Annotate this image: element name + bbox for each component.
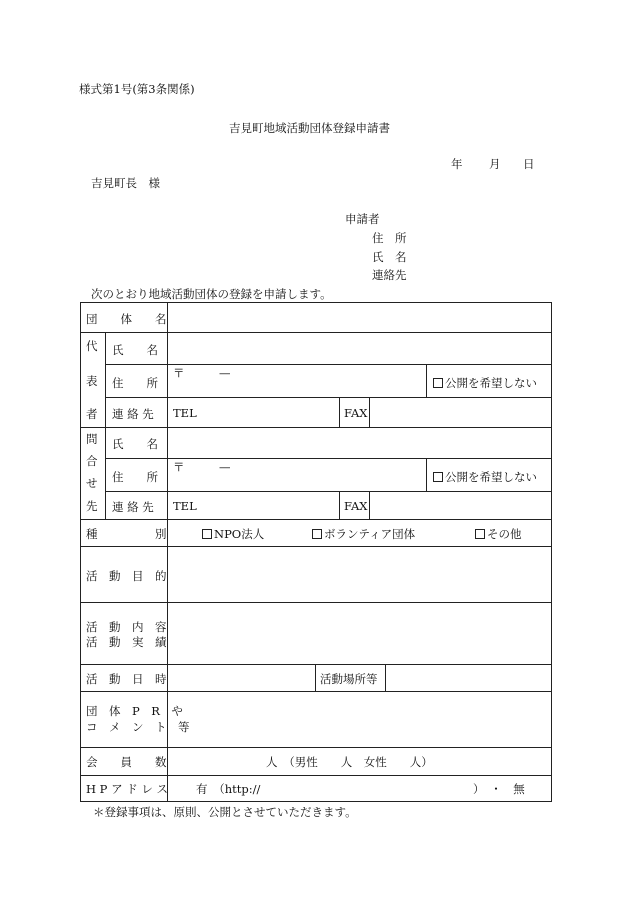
inq-label-3: せ [86,476,98,490]
form-number: 様式第1号(第3条関係) [79,82,195,96]
rep-label-3: 者 [86,407,98,421]
content-field[interactable] [168,603,550,663]
category-volunteer-checkbox[interactable] [312,526,415,542]
category-npo-label: NPO法人 [214,527,265,541]
checkbox-icon [433,472,443,482]
inq-label-2: 合 [86,454,98,468]
inq-tel-label: TEL [173,499,197,513]
intro-text: 次のとおり地域活動団体の登録を申請します。 [91,287,332,301]
rep-label-2: 表 [86,374,98,388]
checkbox-icon [475,529,485,539]
rep-fax-label: FAX [344,406,368,420]
applicant-label: 申請者 [345,212,380,226]
rep-label-1: 代 [86,339,98,353]
inq-postal: 〒 — [173,460,231,474]
applicant-address-label: 住 所 [372,231,407,245]
rep-address-label: 住 所 [112,376,158,390]
rep-contact-label: 連 絡 先 [112,407,154,421]
rep-name-field[interactable] [168,333,550,363]
group-name-field[interactable] [168,304,550,331]
checkbox-icon [433,378,443,388]
inq-fax-label: FAX [344,499,368,513]
content-label: 活 動 内 容 [86,620,167,634]
hp-label: H P ア ド レ ス [86,782,169,796]
date-year: 年 [451,157,463,171]
addressee: 吉見町長 様 [91,176,160,190]
inq-name-field[interactable] [168,428,550,457]
inq-no-publish-label: 公開を希望しない [445,470,537,484]
category-other-checkbox[interactable] [475,526,522,542]
rep-no-publish-label: 公開を希望しない [445,376,537,390]
applicant-contact-label: 連絡先 [372,268,407,282]
inq-label-4: 先 [86,499,98,513]
pr-field[interactable] [168,692,550,746]
pr-label-2: コ メ ン ト 等 [86,720,190,734]
hp-yes[interactable]: 有 （http:// [196,782,261,796]
group-name-label: 団 体 名 [86,312,167,326]
datetime-field[interactable] [168,665,314,690]
datetime-label: 活 動 日 時 [86,672,167,686]
category-other-label: その他 [487,527,522,541]
rep-postal: 〒 — [173,366,231,380]
footnote: ＊登録事項は、原則、公開とさせていただきます。 [93,805,357,819]
place-label: 活動場所等 [320,672,378,686]
members-label: 会 員 数 [86,755,167,769]
checkbox-icon [202,529,212,539]
category-label: 種 別 [86,527,167,541]
rep-no-publish-checkbox[interactable] [433,375,537,391]
inq-name-label: 氏 名 [112,437,158,451]
members-value[interactable]: 人 （男性 人 女性 人） [266,755,433,769]
applicant-name-label: 氏 名 [372,250,407,264]
category-npo-checkbox[interactable] [202,526,264,542]
inq-no-publish-checkbox[interactable] [433,469,537,485]
pr-label-1: 団 体 P R や [86,704,183,718]
checkbox-icon [312,529,322,539]
date-day: 日 [523,157,535,171]
date-month: 月 [489,157,501,171]
purpose-field[interactable] [168,547,550,601]
rep-name-label: 氏 名 [112,343,158,357]
place-field[interactable] [386,665,550,690]
registration-table [80,302,552,802]
inq-address-label: 住 所 [112,470,158,484]
purpose-label: 活 動 目 的 [86,569,167,583]
hp-no[interactable]: ） ・ 無 [473,782,525,796]
achievements-label: 活 動 実 績 [86,635,167,649]
inq-contact-label: 連 絡 先 [112,500,154,514]
inq-label-1: 問 [86,432,98,446]
page-title: 吉見町地域活動団体登録申請書 [229,121,390,135]
category-volunteer-label: ボランティア団体 [324,527,416,541]
rep-tel-label: TEL [173,406,197,420]
